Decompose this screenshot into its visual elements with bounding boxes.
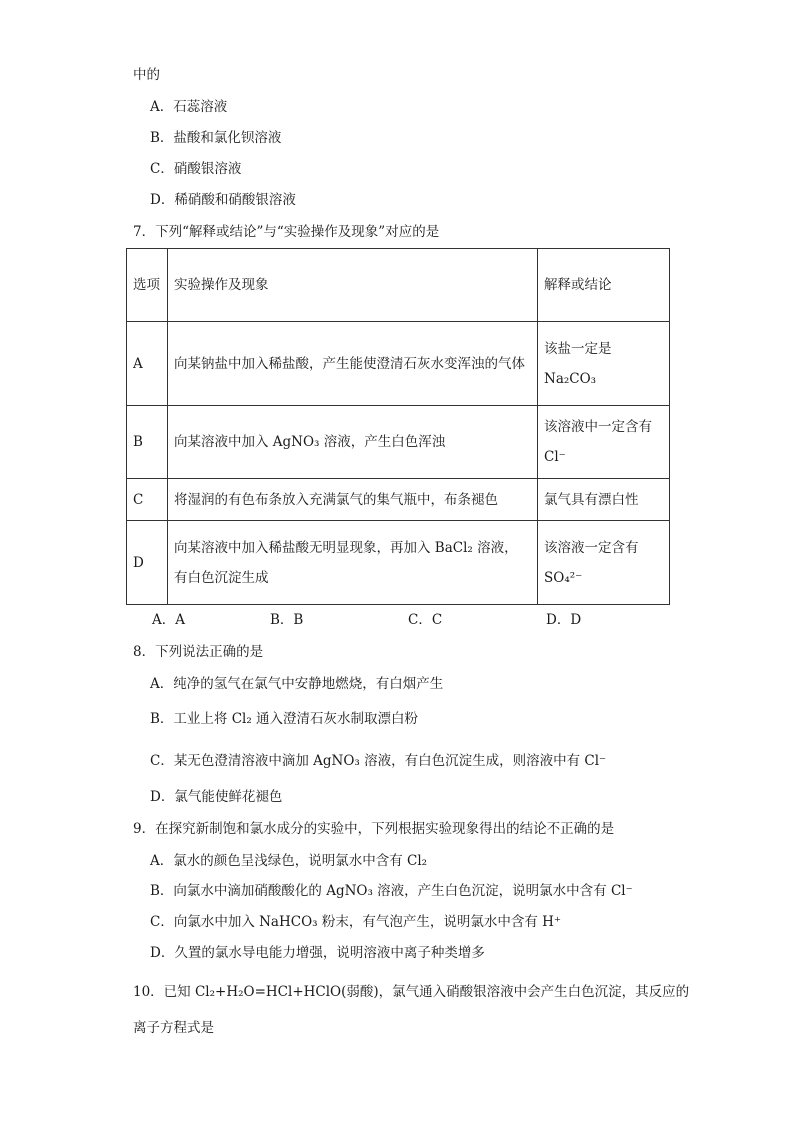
q8-stem: 8．下列说法正确的是 <box>133 644 264 660</box>
row-conclusion: 该溶液一定含有 SO₄²⁻ <box>538 521 670 605</box>
header-operation: 实验操作及现象 <box>168 249 538 322</box>
q6-option-c: C．硝酸银溶液 <box>150 161 242 177</box>
q6-option-a: A．石蕊溶液 <box>150 99 228 115</box>
q6-option-d: D．稀硝酸和硝酸银溶液 <box>150 192 296 208</box>
q9-option-d: D．久置的氯水导电能力增强，说明溶液中离子种类增多 <box>150 945 485 961</box>
table-row <box>127 479 670 521</box>
row-option: D <box>127 521 168 605</box>
q8-option-d: D．氯气能使鲜花褪色 <box>150 789 283 805</box>
q7-stem: 7．下列“解释或结论”与“实验操作及现象”对应的是 <box>133 224 440 240</box>
q8-option-c: C．某无色澄清溶液中滴加 AgNO₃ 溶液，有白色沉淀生成，则溶液中有 Cl⁻ <box>150 753 607 769</box>
row-option: A <box>127 322 168 406</box>
row-conclusion: 氯气具有漂白性 <box>538 479 670 521</box>
q9-stem: 9．在探究新制饱和氯水成分的实验中，下列根据实验现象得出的结论不正确的是 <box>133 821 615 837</box>
q9-option-c: C．向氯水中加入 NaHCO₃ 粉末，有气泡产生，说明氯水中含有 H⁺ <box>150 914 562 930</box>
row-operation: 向某溶液中加入 AgNO₃ 溶液，产生白色浑浊 <box>168 406 538 479</box>
row-operation: 向某钠盐中加入稀盐酸，产生能使澄清石灰水变浑浊的气体 <box>168 322 538 406</box>
row-operation: 向某溶液中加入稀盐酸无明显现象，再加入 BaCl₂ 溶液，有白色沉淀生成 <box>168 521 538 605</box>
q7-choices <box>152 611 612 629</box>
row-operation: 将湿润的有色布条放入充满氯气的集气瓶中，布条褪色 <box>168 479 538 521</box>
q7-choice-d: D．D <box>546 612 582 628</box>
q9-option-b: B．向氯水中滴加硝酸酸化的 AgNO₃ 溶液，产生白色沉淀，说明氯水中含有 Cl⁻ <box>150 883 633 899</box>
row-option: B <box>127 406 168 479</box>
row-conclusion: 该盐一定是 Na₂CO₃ <box>538 322 670 406</box>
table-header-row <box>127 249 670 322</box>
q7-choice-a: A．A <box>152 612 185 628</box>
q10-stem-continued: 离子方程式是 <box>133 1020 214 1036</box>
q6-option-b: B．盐酸和氯化钡溶液 <box>150 130 282 146</box>
header-conclusion: 解释或结论 <box>538 249 670 322</box>
q9-option-a: A．氯水的颜色呈浅绿色，说明氯水中含有 Cl₂ <box>150 853 428 869</box>
q7-choice-b: B．B <box>270 612 304 628</box>
q8-option-b: B．工业上将 Cl₂ 通入澄清石灰水制取漂白粉 <box>150 711 419 727</box>
q10-stem: 10．已知 Cl₂+H₂O=HCl+HClO(弱酸)，氯气通入硝酸银溶液中会产生白色沉淀，其反应的 <box>133 984 690 1000</box>
experiment-table <box>126 248 670 605</box>
header-option: 选项 <box>127 249 168 322</box>
table-row <box>127 406 670 479</box>
q8-option-a: A．纯净的氢气在氯气中安静地燃烧，有白烟产生 <box>150 676 444 692</box>
q6-stem-tail: 中的 <box>133 67 160 83</box>
q7-choice-c: C．C <box>408 612 443 628</box>
row-option: C <box>127 479 168 521</box>
table-row <box>127 322 670 406</box>
table-row <box>127 521 670 605</box>
row-conclusion: 该溶液中一定含有 Cl⁻ <box>538 406 670 479</box>
